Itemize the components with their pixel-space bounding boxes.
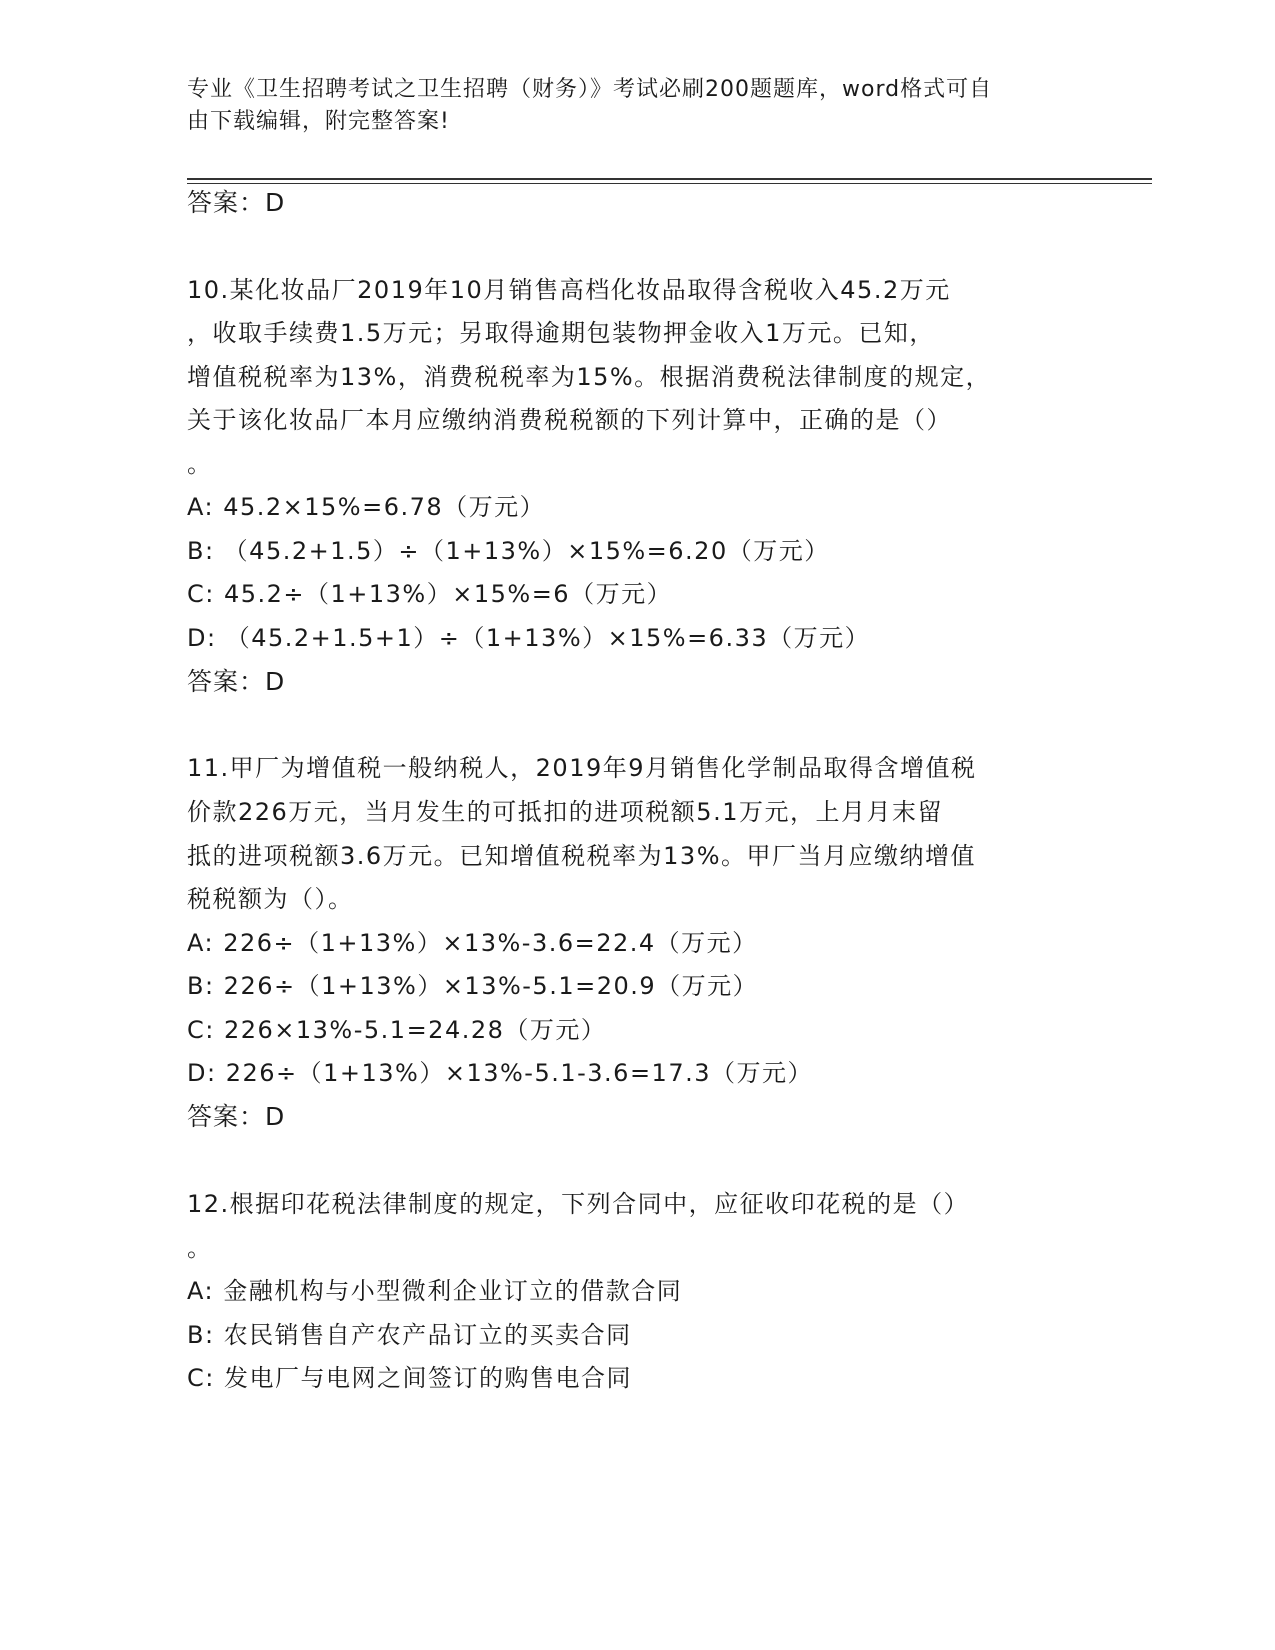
header-line-1: 专业《卫生招聘考试之卫生招聘（财务）》考试必刷200题题库，word格式可自 bbox=[187, 77, 993, 102]
q10-option-d: D: （45.2+1.5+1）÷（1+13%）×15%=6.33（万元） bbox=[187, 624, 871, 652]
q12-stem-line-1: 12.根据印花税法律制度的规定，下列合同中，应征收印花税的是（） bbox=[187, 1190, 970, 1218]
q10-answer: 答案：D bbox=[187, 667, 286, 696]
q12-option-c: C: 发电厂与电网之间签订的购售电合同 bbox=[187, 1364, 632, 1392]
header-divider-thin bbox=[187, 183, 1152, 184]
q10-stem-line-5: 。 bbox=[187, 450, 213, 478]
q10-stem-line-2: ，收取手续费1.5万元；另取得逾期包装物押金收入1万元。已知， bbox=[187, 319, 935, 347]
q12-stem-line-2: 。 bbox=[187, 1234, 213, 1262]
answer-previous: 答案：D bbox=[187, 188, 286, 217]
q10-option-c: C: 45.2÷（1+13%）×15%=6（万元） bbox=[187, 580, 673, 608]
q11-stem-line-4: 税税额为（）。 bbox=[187, 885, 354, 913]
q11-option-d: D: 226÷（1+13%）×13%-5.1-3.6=17.3（万元） bbox=[187, 1059, 813, 1087]
q11-stem-line-2: 价款226万元，当月发生的可抵扣的进项税额5.1万元，上月月末留 bbox=[187, 798, 943, 826]
q10-option-b: B: （45.2+1.5）÷（1+13%）×15%=6.20（万元） bbox=[187, 537, 830, 565]
q10-option-a: A: 45.2×15%=6.78（万元） bbox=[187, 493, 546, 521]
q11-stem-line-1: 11.甲厂为增值税一般纳税人，2019年9月销售化学制品取得含增值税 bbox=[187, 754, 977, 782]
q11-answer: 答案：D bbox=[187, 1102, 286, 1131]
q11-stem-line-3: 抵的进项税额3.6万元。已知增值税税率为13%。甲厂当月应缴纳增值 bbox=[187, 842, 977, 870]
q11-option-a: A: 226÷（1+13%）×13%-3.6=22.4（万元） bbox=[187, 929, 758, 957]
q10-stem-line-4: 关于该化妆品厂本月应缴纳消费税税额的下列计算中，正确的是（） bbox=[187, 406, 952, 434]
q12-option-b: B: 农民销售自产农产品订立的买卖合同 bbox=[187, 1321, 632, 1349]
q10-stem-line-3: 增值税税率为13%，消费税税率为15%。根据消费税法律制度的规定， bbox=[187, 363, 992, 391]
header-line-2: 由下载编辑，附完整答案! bbox=[187, 109, 450, 134]
document-header bbox=[187, 74, 1087, 138]
q12-option-a: A: 金融机构与小型微利企业订立的借款合同 bbox=[187, 1277, 683, 1305]
header-divider-thick bbox=[187, 178, 1152, 180]
q10-stem-line-1: 10.某化妆品厂2019年10月销售高档化妆品取得含税收入45.2万元 bbox=[187, 276, 951, 304]
q11-option-c: C: 226×13%-5.1=24.28（万元） bbox=[187, 1016, 607, 1044]
q11-option-b: B: 226÷（1+13%）×13%-5.1=20.9（万元） bbox=[187, 972, 759, 1000]
